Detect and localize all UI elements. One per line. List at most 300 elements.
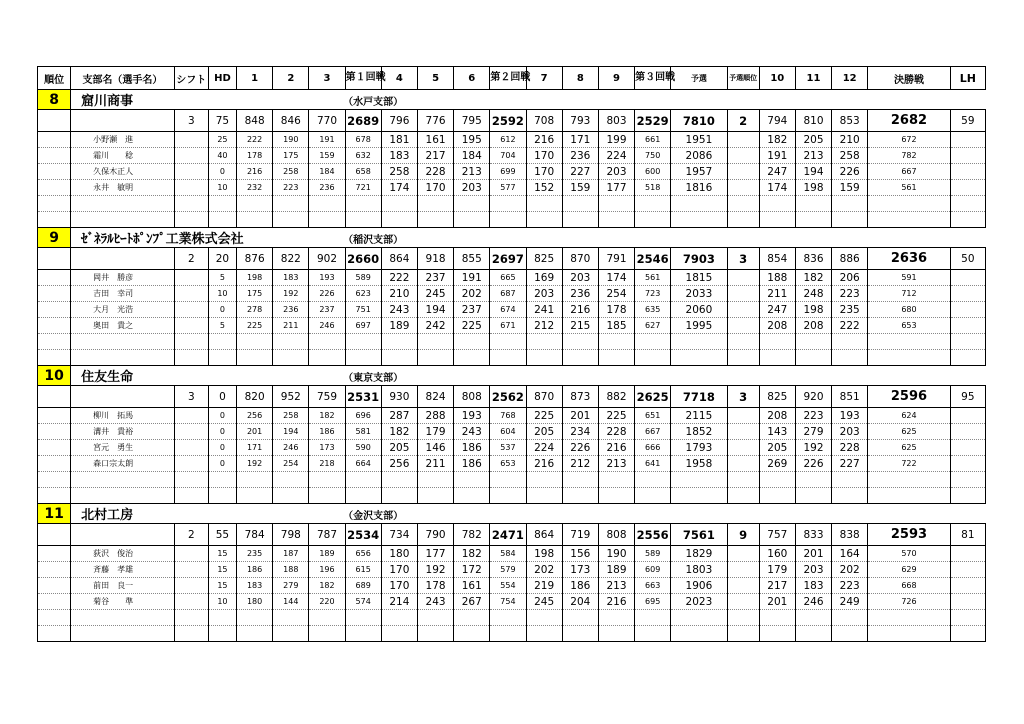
blank-cell	[795, 472, 831, 488]
blank-cell	[490, 472, 526, 488]
total-name-empty	[71, 248, 175, 270]
blank-cell	[71, 610, 175, 626]
player-rank-empty	[38, 286, 71, 302]
player-r2: 665	[490, 270, 526, 286]
blank-cell	[237, 334, 273, 350]
blank-cell	[345, 472, 381, 488]
player-g4: 205	[381, 440, 417, 456]
player-rank-empty	[38, 270, 71, 286]
player-r2: 674	[490, 302, 526, 318]
player-hd: 40	[208, 148, 236, 164]
blank-cell	[71, 350, 175, 366]
blank-cell	[526, 212, 562, 228]
player-name: 柳川 拓馬	[71, 408, 175, 424]
team-header-cell	[71, 90, 599, 110]
player-g8: 173	[562, 562, 598, 578]
player-g4: 243	[381, 302, 417, 318]
team-total-row	[38, 110, 986, 132]
player-g9: 203	[598, 164, 634, 180]
blank-cell	[727, 626, 759, 642]
player-prelim: 1906	[671, 578, 727, 594]
player-g8: 234	[562, 424, 598, 440]
player-rank-empty	[38, 562, 71, 578]
player-row	[38, 180, 986, 196]
blank-cell	[174, 472, 208, 488]
total-g2: 952	[273, 386, 309, 408]
total-hd: 0	[208, 386, 236, 408]
player-g6: 267	[454, 594, 490, 610]
total-g8: 793	[562, 110, 598, 132]
blank-cell	[490, 196, 526, 212]
blank-cell	[71, 196, 175, 212]
player-g11: 213	[795, 148, 831, 164]
player-g12: 202	[832, 562, 868, 578]
blank-cell	[832, 472, 868, 488]
player-prelim-rank-empty	[727, 270, 759, 286]
player-row	[38, 318, 986, 334]
player-name: 森口宗太朗	[71, 456, 175, 472]
blank-cell	[417, 626, 453, 642]
total-g11: 810	[795, 110, 831, 132]
blank-cell	[71, 472, 175, 488]
player-g10: 188	[759, 270, 795, 286]
blank-cell	[237, 626, 273, 642]
player-g12: 203	[832, 424, 868, 440]
blank-cell	[526, 350, 562, 366]
player-lh-empty	[950, 562, 985, 578]
total-g7: 825	[526, 248, 562, 270]
blank-cell	[381, 488, 417, 504]
player-final: 672	[868, 132, 950, 148]
player-lh-empty	[950, 408, 985, 424]
player-rank-empty	[38, 180, 71, 196]
blank-cell	[309, 350, 345, 366]
total-r2: 2471	[490, 524, 526, 546]
team-rank: 10	[38, 366, 71, 386]
player-g12: 249	[832, 594, 868, 610]
player-g4: 180	[381, 546, 417, 562]
player-shift-empty	[174, 578, 208, 594]
blank-cell	[490, 350, 526, 366]
blank-cell	[727, 350, 759, 366]
player-g7: 202	[526, 562, 562, 578]
total-g11: 920	[795, 386, 831, 408]
player-r1: 581	[345, 424, 381, 440]
blank-cell	[868, 626, 950, 642]
player-g2: 254	[273, 456, 309, 472]
col-game-5: 5	[417, 67, 453, 90]
player-g11: 192	[795, 440, 831, 456]
player-g8: 186	[562, 578, 598, 594]
total-hd: 55	[208, 524, 236, 546]
player-g12: 228	[832, 440, 868, 456]
col-game-8: 8	[562, 67, 598, 90]
blank-cell	[795, 350, 831, 366]
total-r3: 2556	[635, 524, 671, 546]
player-g3: 218	[309, 456, 345, 472]
player-prelim: 1951	[671, 132, 727, 148]
total-g7: 870	[526, 386, 562, 408]
blank-cell	[950, 610, 985, 626]
total-g11: 836	[795, 248, 831, 270]
col-game-3: 3	[309, 67, 345, 90]
player-final: 625	[868, 440, 950, 456]
player-lh-empty	[950, 546, 985, 562]
blank-cell	[38, 610, 71, 626]
team-branch: （東京支部）	[343, 373, 404, 384]
player-g4: 210	[381, 286, 417, 302]
player-prelim: 1815	[671, 270, 727, 286]
player-name: 奥田 貴之	[71, 318, 175, 334]
player-g3: 189	[309, 546, 345, 562]
player-hd: 0	[208, 440, 236, 456]
player-g11: 205	[795, 132, 831, 148]
blank-cell	[454, 334, 490, 350]
player-lh-empty	[950, 594, 985, 610]
col-round-1: 第１回戦	[345, 67, 381, 90]
player-g6: 186	[454, 440, 490, 456]
player-hd: 0	[208, 456, 236, 472]
blank-cell	[71, 334, 175, 350]
player-g8: 171	[562, 132, 598, 148]
total-g3: 759	[309, 386, 345, 408]
blank-cell	[598, 488, 634, 504]
player-g10: 247	[759, 302, 795, 318]
total-hd: 20	[208, 248, 236, 270]
blank-cell	[759, 334, 795, 350]
player-g6: 237	[454, 302, 490, 318]
player-row	[38, 302, 986, 318]
total-rank-empty	[38, 386, 71, 408]
player-g6: 184	[454, 148, 490, 164]
blank-cell	[562, 472, 598, 488]
team-rank: 9	[38, 228, 71, 248]
blank-cell	[381, 196, 417, 212]
player-g3: 196	[309, 562, 345, 578]
player-g1: 180	[237, 594, 273, 610]
total-g5: 776	[417, 110, 453, 132]
blank-cell	[868, 212, 950, 228]
blank-cell	[38, 488, 71, 504]
player-name: 吉田 幸司	[71, 286, 175, 302]
total-g3: 902	[309, 248, 345, 270]
blank-cell	[174, 488, 208, 504]
col-lh: LH	[950, 67, 985, 90]
player-g3: 226	[309, 286, 345, 302]
total-lh: 50	[950, 248, 985, 270]
player-g10: 143	[759, 424, 795, 440]
blank-cell	[273, 488, 309, 504]
col-game-12: 12	[832, 67, 868, 90]
blank-cell	[950, 472, 985, 488]
total-g3: 787	[309, 524, 345, 546]
blank-cell	[273, 610, 309, 626]
player-g1: 201	[237, 424, 273, 440]
blank-cell	[237, 350, 273, 366]
total-name-empty	[71, 386, 175, 408]
blank-cell	[635, 472, 671, 488]
header-row	[38, 67, 986, 90]
total-prelim: 7810	[671, 110, 727, 132]
player-g2: 188	[273, 562, 309, 578]
player-r1: 615	[345, 562, 381, 578]
player-g2: 211	[273, 318, 309, 334]
blank-row	[38, 334, 986, 350]
blank-cell	[635, 350, 671, 366]
player-r3: 641	[635, 456, 671, 472]
blank-row	[38, 610, 986, 626]
player-g11: 183	[795, 578, 831, 594]
player-final: 624	[868, 408, 950, 424]
player-g8: 203	[562, 270, 598, 286]
player-g2: 175	[273, 148, 309, 164]
blank-cell	[562, 196, 598, 212]
total-g4: 796	[381, 110, 417, 132]
player-g9: 185	[598, 318, 634, 334]
player-g7: 170	[526, 148, 562, 164]
player-g7: 169	[526, 270, 562, 286]
player-name: 岡井 勝彦	[71, 270, 175, 286]
blank-cell	[417, 610, 453, 626]
player-g7: 152	[526, 180, 562, 196]
total-final: 2636	[868, 248, 950, 270]
player-lh-empty	[950, 440, 985, 456]
blank-cell	[526, 334, 562, 350]
player-g11: 279	[795, 424, 831, 440]
player-r2: 671	[490, 318, 526, 334]
blank-row	[38, 350, 986, 366]
player-prelim-rank-empty	[727, 180, 759, 196]
player-r2: 537	[490, 440, 526, 456]
player-prelim-rank-empty	[727, 408, 759, 424]
player-g3: 182	[309, 408, 345, 424]
player-shift-empty	[174, 408, 208, 424]
player-final: 782	[868, 148, 950, 164]
player-lh-empty	[950, 132, 985, 148]
total-g11: 833	[795, 524, 831, 546]
team-header-cell	[71, 366, 599, 386]
blank-cell	[38, 212, 71, 228]
player-g5: 228	[417, 164, 453, 180]
header-filler	[598, 228, 950, 248]
col-game-11: 11	[795, 67, 831, 90]
player-final: 726	[868, 594, 950, 610]
player-g5: 161	[417, 132, 453, 148]
player-g1: 235	[237, 546, 273, 562]
player-name: 溝井 貴裕	[71, 424, 175, 440]
player-row	[38, 562, 986, 578]
player-rank-empty	[38, 424, 71, 440]
player-final: 625	[868, 424, 950, 440]
player-prelim-rank-empty	[727, 302, 759, 318]
player-g12: 222	[832, 318, 868, 334]
player-prelim: 2023	[671, 594, 727, 610]
player-shift-empty	[174, 456, 208, 472]
col-game-2: 2	[273, 67, 309, 90]
player-g6: 182	[454, 546, 490, 562]
player-g3: 182	[309, 578, 345, 594]
total-prelim-rank: 9	[727, 524, 759, 546]
player-g3: 184	[309, 164, 345, 180]
player-r1: 678	[345, 132, 381, 148]
player-r3: 561	[635, 270, 671, 286]
player-r2: 699	[490, 164, 526, 180]
player-g4: 189	[381, 318, 417, 334]
total-r3: 2625	[635, 386, 671, 408]
player-g3: 246	[309, 318, 345, 334]
player-g9: 199	[598, 132, 634, 148]
total-g12: 838	[832, 524, 868, 546]
col-team: 支部名（選手名）	[71, 67, 175, 90]
player-shift-empty	[174, 594, 208, 610]
player-name: 菊谷 準	[71, 594, 175, 610]
col-game-6: 6	[454, 67, 490, 90]
total-g10: 854	[759, 248, 795, 270]
player-g5: 237	[417, 270, 453, 286]
blank-cell	[598, 472, 634, 488]
player-hd: 10	[208, 594, 236, 610]
total-g9: 882	[598, 386, 634, 408]
player-row	[38, 148, 986, 164]
blank-cell	[273, 472, 309, 488]
player-row	[38, 286, 986, 302]
team-branch: （金沢支部）	[343, 511, 404, 522]
blank-cell	[562, 626, 598, 642]
blank-cell	[526, 626, 562, 642]
blank-cell	[526, 488, 562, 504]
player-g8: 227	[562, 164, 598, 180]
blank-cell	[454, 488, 490, 504]
results-table	[37, 66, 986, 642]
player-g10: 269	[759, 456, 795, 472]
player-g4: 258	[381, 164, 417, 180]
col-prelim: 予選	[671, 67, 727, 90]
blank-cell	[562, 212, 598, 228]
player-hd: 0	[208, 302, 236, 318]
player-lh-empty	[950, 164, 985, 180]
player-rank-empty	[38, 456, 71, 472]
blank-cell	[832, 488, 868, 504]
player-shift-empty	[174, 440, 208, 456]
blank-cell	[671, 334, 727, 350]
player-row	[38, 164, 986, 180]
blank-cell	[759, 212, 795, 228]
blank-cell	[868, 350, 950, 366]
blank-cell	[832, 212, 868, 228]
total-lh: 81	[950, 524, 985, 546]
player-r3: 723	[635, 286, 671, 302]
player-r1: 574	[345, 594, 381, 610]
player-g7: 198	[526, 546, 562, 562]
blank-cell	[174, 350, 208, 366]
player-r1: 623	[345, 286, 381, 302]
blank-cell	[237, 488, 273, 504]
blank-cell	[381, 334, 417, 350]
blank-cell	[598, 610, 634, 626]
player-g12: 159	[832, 180, 868, 196]
player-g4: 222	[381, 270, 417, 286]
blank-cell	[950, 350, 985, 366]
col-game-10: 10	[759, 67, 795, 90]
player-g2: 258	[273, 164, 309, 180]
blank-cell	[671, 488, 727, 504]
player-r3: 750	[635, 148, 671, 164]
player-shift-empty	[174, 286, 208, 302]
player-g5: 245	[417, 286, 453, 302]
player-lh-empty	[950, 424, 985, 440]
blank-cell	[309, 488, 345, 504]
total-g1: 848	[237, 110, 273, 132]
blank-cell	[832, 196, 868, 212]
col-round-3: 第３回戦	[635, 67, 671, 90]
col-game-4: 4	[381, 67, 417, 90]
blank-cell	[490, 488, 526, 504]
blank-cell	[598, 626, 634, 642]
total-r1: 2534	[345, 524, 381, 546]
blank-cell	[868, 610, 950, 626]
total-g5: 824	[417, 386, 453, 408]
blank-cell	[868, 488, 950, 504]
player-r1: 658	[345, 164, 381, 180]
player-prelim-rank-empty	[727, 286, 759, 302]
player-row	[38, 440, 986, 456]
blank-cell	[208, 610, 236, 626]
blank-cell	[832, 350, 868, 366]
player-rank-empty	[38, 546, 71, 562]
player-prelim: 1995	[671, 318, 727, 334]
team-header-row	[38, 366, 986, 386]
player-row	[38, 270, 986, 286]
results-body	[38, 90, 986, 642]
player-prelim-rank-empty	[727, 578, 759, 594]
player-g1: 171	[237, 440, 273, 456]
blank-cell	[237, 472, 273, 488]
blank-cell	[309, 196, 345, 212]
team-header-row	[38, 90, 986, 110]
blank-cell	[795, 196, 831, 212]
player-prelim-rank-empty	[727, 562, 759, 578]
team-branch: （稲沢支部）	[343, 235, 404, 246]
player-prelim-rank-empty	[727, 424, 759, 440]
player-final: 668	[868, 578, 950, 594]
player-g8: 201	[562, 408, 598, 424]
blank-cell	[598, 196, 634, 212]
player-prelim: 1829	[671, 546, 727, 562]
blank-cell	[759, 488, 795, 504]
blank-cell	[417, 212, 453, 228]
team-header-row	[38, 228, 986, 248]
player-g5: 179	[417, 424, 453, 440]
blank-cell	[759, 610, 795, 626]
player-g4: 170	[381, 562, 417, 578]
player-final: 722	[868, 456, 950, 472]
blank-cell	[562, 488, 598, 504]
player-shift-empty	[174, 148, 208, 164]
player-g10: 211	[759, 286, 795, 302]
total-r2: 2562	[490, 386, 526, 408]
total-final: 2682	[868, 110, 950, 132]
blank-cell	[381, 350, 417, 366]
player-rank-empty	[38, 164, 71, 180]
blank-cell	[454, 196, 490, 212]
player-row	[38, 408, 986, 424]
player-final: 591	[868, 270, 950, 286]
blank-cell	[950, 212, 985, 228]
total-prelim-rank: 2	[727, 110, 759, 132]
player-g5: 170	[417, 180, 453, 196]
player-g7: 225	[526, 408, 562, 424]
blank-cell	[174, 626, 208, 642]
